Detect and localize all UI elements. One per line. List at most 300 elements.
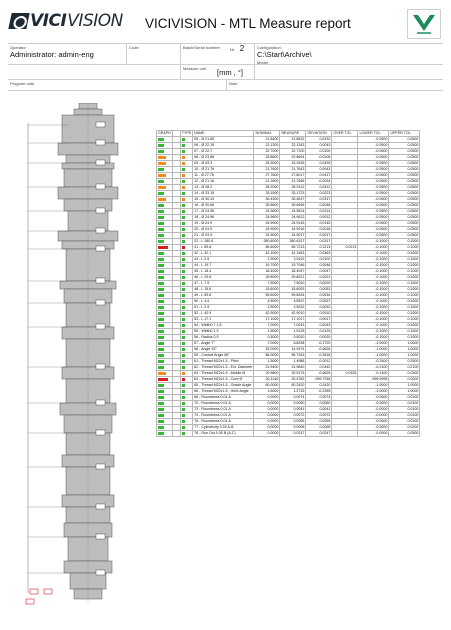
column-header: GRAPH (158, 131, 171, 135)
type-icon (180, 431, 192, 437)
config-label: Configuration (257, 45, 281, 50)
logo-text-vision: VISION (67, 11, 123, 31)
column-header: UPPER TOL. (389, 131, 420, 137)
cell-deviation: 0.0017 (306, 233, 332, 239)
cell-measure: 42.9010 (280, 311, 306, 317)
cell-lower-tol: -0.1000 (358, 293, 389, 299)
deviation-bar (158, 222, 164, 225)
cell-name: 64 - Thread M22x1.5 - Core Ø (193, 377, 254, 383)
cell-measure: 24.9814 (280, 209, 306, 215)
cell-name: 17 - Ø 24.96 (193, 209, 254, 215)
cell-name: 16 - Ø 30.66 (193, 203, 254, 209)
cell-name: 20 - Ø 24.9 (193, 227, 254, 233)
vicivision-logo (10, 11, 123, 31)
cell-nominal: 0.0000 (254, 401, 280, 407)
cell-name: 08 - Ø 23.88 (193, 155, 254, 161)
cell-nr (172, 431, 180, 437)
deviation-bar (158, 390, 164, 393)
cell-upper-tol: 1.0000 (389, 347, 420, 353)
cell-nominal: 21.9400 (254, 365, 280, 371)
column-header: NOMINAL (254, 131, 280, 137)
note-label: Note (229, 81, 238, 86)
cell-deviation: 0.0016 (306, 227, 332, 233)
cell-upper-tol: 0.1000 (389, 317, 420, 323)
logo-mark-icon (8, 13, 29, 29)
cell-lower-tol: -0.2500 (358, 359, 389, 365)
deviation-bar (158, 192, 164, 195)
cell-measure: 0.5020 (280, 335, 306, 341)
cell-name: 46 - L 29.8 (193, 275, 254, 281)
cell-name: 51 - L 2.5 (193, 305, 254, 311)
cell-measure: 29.8021 (280, 275, 306, 281)
deviation-bar (158, 162, 166, 165)
type-marker-icon (182, 414, 185, 417)
cell-name: 12 - Ø 21.16 (193, 179, 254, 185)
deviation-bar (158, 306, 164, 309)
cell-measure: 20.9175 (280, 371, 306, 377)
cell-measure: 27.8017 (280, 173, 306, 179)
cell-deviation: 0.0032 (306, 305, 332, 311)
type-marker-icon (182, 360, 185, 363)
cell-deviation: 0.0232 (306, 137, 332, 143)
cell-nominal: 280.6000 (254, 239, 280, 245)
deviation-bar (158, 360, 164, 363)
cell-name: 76 - Roundness 0.01 A (193, 419, 254, 425)
cell-nominal: 28.2000 (254, 185, 280, 191)
cell-measure: 1.2715 (280, 389, 306, 395)
cell-upper-tol: 0.1000 (389, 287, 420, 293)
cell-upper-tol: 1.0000 (389, 389, 420, 395)
cell-name: 55 - Width0 1.9 (193, 329, 254, 335)
type-marker-icon (182, 288, 185, 291)
cell-lower-tol: -0.0500 (358, 191, 389, 197)
dimension-callout-box (96, 122, 105, 127)
cell-nominal: 2.9000 (254, 257, 280, 263)
deviation-graph (157, 431, 173, 437)
cell-nominal: 0.0000 (254, 413, 280, 419)
type-marker-icon (182, 198, 185, 201)
cell-deviation: 0.0417 (306, 173, 332, 179)
cell-lower-tol: -0.1000 (358, 245, 389, 251)
deviation-bar (158, 168, 164, 171)
cell-upper-tol: 0.0500 (389, 179, 420, 185)
cell-deviation: 0.0537 (306, 299, 332, 305)
cell-measure: 21.8632 (280, 137, 306, 143)
unit-value: [mm , °] (217, 68, 243, 77)
cell-measure: 24.9016 (280, 227, 306, 233)
cell-upper-tol: 0.1000 (389, 245, 420, 251)
cell-lower-tol: -0.0500 (358, 221, 389, 227)
cell-nominal: 23.8800 (254, 155, 280, 161)
cell-upper-tol: 0.0500 (389, 209, 420, 215)
cell-lower-tol: -0.0500 (358, 209, 389, 215)
dimension-callout-box (96, 534, 105, 539)
column-header: DEVIATION (306, 131, 332, 137)
type-marker-icon (182, 222, 185, 225)
cell-lower-tol: -1.0000 (358, 341, 389, 347)
cell-lower-tol: -0.0500 (358, 197, 389, 203)
type-marker-icon (182, 216, 185, 219)
cell-measure: 0.0074 (280, 395, 306, 401)
cell-upper-tol: 0.1000 (389, 239, 420, 245)
cell-name: 57 - Angle 7° (193, 341, 254, 347)
cell-measure: 7.0043 (280, 323, 306, 329)
cell-nominal: 0.0000 (254, 431, 280, 437)
cell-deviation: 0.0412 (306, 185, 332, 191)
cell-deviation: 0.0021 (306, 275, 332, 281)
cell-name: 47 - L 7.5 (193, 281, 254, 287)
cell-over-tol (332, 431, 358, 437)
cell-upper-tol: 0.1000 (389, 293, 420, 299)
cell-nominal: 21.8400 (254, 137, 280, 143)
cell-upper-tol: 0.0100 (389, 407, 420, 413)
deviation-bar (158, 402, 164, 405)
batch-cell (180, 44, 228, 64)
cell-upper-tol: 0.0200 (389, 425, 420, 431)
info-row-unit (8, 64, 443, 79)
cell-measure: 33.3435 (280, 161, 306, 167)
cell-lower-tol: -0.0500 (358, 179, 389, 185)
cell-nominal: 30.4300 (254, 197, 280, 203)
deviation-bar (158, 348, 164, 351)
cell-nominal: 1.5000 (254, 359, 280, 365)
cell-deviation: 0.0317 (306, 239, 332, 245)
deviation-bar (158, 414, 164, 417)
dimension-callout-box (96, 208, 105, 213)
type-marker-icon (182, 306, 185, 309)
cell-name: 49 - L 59.6 (193, 293, 254, 299)
column-header: LOWER TOL. (358, 131, 389, 137)
cell-name: 50 - L 4.5 (193, 299, 254, 305)
cell-upper-tol: 0.0100 (389, 413, 420, 419)
cell-measure: 19.7046 (280, 263, 306, 269)
cell-upper-tol: 0.1000 (389, 323, 420, 329)
cell-name: 11 - Ø 27.76 (193, 173, 254, 179)
deviation-bar (158, 234, 164, 237)
cell-lower-tol: -0.1000 (358, 275, 389, 281)
cell-upper-tol: 0.1000 (389, 257, 420, 263)
cell-lower-tol: -0.1000 (358, 317, 389, 323)
report-page (8, 5, 443, 623)
cell-lower-tol: -0.0500 (358, 185, 389, 191)
cell-name: 13 - Ø 28.2 (193, 185, 254, 191)
cell-nominal: 18.4000 (254, 269, 280, 275)
cell-lower-tol: -1.0000 (358, 383, 389, 389)
cell-measure: 2.9102 (280, 257, 306, 263)
cell-measure: 24.9612 (280, 215, 306, 221)
cell-measure: 21.9840 (280, 365, 306, 371)
type-marker-icon (182, 282, 185, 285)
unit-cell (180, 65, 254, 79)
cell-measure: 18.4047 (280, 269, 306, 275)
type-marker-icon (182, 378, 185, 381)
cell-measure: 0.0247 (280, 431, 306, 437)
cell-nominal: 29.8000 (254, 275, 280, 281)
nr-label: Nr. (230, 47, 236, 52)
cell-deviation: 0.0102 (306, 257, 332, 263)
cell-upper-tol: 0.0500 (389, 167, 420, 173)
cell-deviation: 0.0053 (306, 287, 332, 293)
type-marker-icon (182, 330, 185, 333)
program-note-cell (8, 80, 226, 90)
cell-name: 53 - L 17.1 (193, 317, 254, 323)
deviation-bar (158, 276, 164, 279)
type-marker-icon (182, 156, 185, 159)
dimension-callout-box (96, 300, 105, 305)
cell-lower-tol: -0.0500 (358, 137, 389, 143)
cell-name: 09 - Ø 33.3 (193, 161, 254, 167)
cell-name: 68 - Roundness 0.01 A (193, 395, 254, 401)
cell-deviation: 0.0041 (306, 407, 332, 413)
cell-nominal: 33.1500 (254, 191, 280, 197)
cell-nominal: 33.3000 (254, 161, 280, 167)
cell-deviation: 0.0440 (306, 365, 332, 371)
dimension-callout-box (96, 140, 105, 145)
deviation-bar (158, 198, 166, 201)
cell-upper-tol: 0.1000 (389, 269, 420, 275)
cell-name: 65 - Thread M22x1.5 - Oracle Angle (193, 383, 254, 389)
cell-lower-tol: -1.0000 (358, 353, 389, 359)
cell-name: 72 - Roundness 0.01 A (193, 407, 254, 413)
deviation-bar (158, 432, 164, 435)
cell-deviation: 0.0043 (306, 143, 332, 149)
cell-lower-tol: -0.0500 (358, 155, 389, 161)
cell-lower-tol: -0.0500 (358, 227, 389, 233)
deviation-bar (158, 204, 164, 207)
cell-nominal: 2.5000 (254, 305, 280, 311)
cell-lower-tol: -0.1000 (358, 287, 389, 293)
type-marker-icon (182, 420, 185, 423)
cell-nominal: 22.7000 (254, 149, 280, 155)
type-marker-icon (182, 384, 185, 387)
cell-name: 10 - Ø 21.76 (193, 167, 254, 173)
cell-name: 66 - Thread M22x1.5 - Helix Angle (193, 389, 254, 395)
cell-nominal: 24.9600 (254, 215, 280, 221)
deviation-bar (158, 408, 164, 411)
cell-nominal: 24.9000 (254, 227, 280, 233)
batch-label: Batch/Serial Number (183, 45, 220, 50)
cell-measure: 60.2420 (280, 383, 306, 389)
measure-table (156, 130, 420, 437)
type-marker-icon (182, 192, 185, 195)
cell-nominal: 21.1600 (254, 179, 280, 185)
cell-over-tol: 0.0325 (332, 371, 358, 377)
cell-measure: 21.7643 (280, 167, 306, 173)
cell-deviation: 0.0214 (306, 209, 332, 215)
cell-upper-tol: 0.0100 (389, 401, 420, 407)
cell-lower-tol: -0.1000 (358, 323, 389, 329)
cell-deviation: 0.0010 (306, 311, 332, 317)
cell-upper-tol: 0.0500 (389, 215, 420, 221)
dimension-callout-box (96, 504, 105, 509)
cell-nominal: 24.9000 (254, 233, 280, 239)
cell-name: 52 - L 42.9 (193, 311, 254, 317)
cell-lower-tol: -0.0500 (358, 233, 389, 239)
dimension-callout-box (96, 184, 105, 189)
cell-name: 63 - Thread M22x1.5 - Middle Ø (193, 371, 254, 377)
type-marker-icon (182, 354, 185, 357)
cell-deviation: 0.0046 (306, 263, 332, 269)
cell-measure: 0.0041 (280, 407, 306, 413)
cell-name: 58 - Angle 15° (193, 347, 254, 353)
deviation-bar (158, 216, 164, 219)
cell-deviation: -0.0012 (306, 359, 332, 365)
column-header: TYPE (181, 131, 192, 135)
type-marker-icon (182, 240, 185, 243)
cell-name: 78 - Run Out 0.05 B (A-C) (193, 431, 254, 437)
cell-name: 59 - Conical Angle 86° (193, 353, 254, 359)
cell-lower-tol: -0.1000 (358, 335, 389, 341)
cell-lower-tol: -0.0500 (358, 203, 389, 209)
column-header: OVER TOL. (332, 131, 358, 137)
out-of-tolerance-callout (44, 589, 52, 594)
cell-deviation: 0.0247 (306, 431, 332, 437)
type-marker-icon (182, 270, 185, 273)
cell-measure: 89.7213 (280, 245, 306, 251)
cell-upper-tol: 0.0500 (389, 161, 420, 167)
cell-lower-tol: -0.1000 (358, 239, 389, 245)
type-marker-icon (182, 234, 185, 237)
cell-upper-tol: 0.0500 (389, 185, 420, 191)
type-marker-icon (182, 252, 185, 255)
type-marker-icon (182, 300, 185, 303)
measure-table-header (157, 131, 420, 137)
cell-deviation: 0.0047 (306, 269, 332, 275)
deviation-bar (158, 138, 164, 141)
type-marker-icon (182, 210, 185, 213)
cell-deviation: 0.0145 (306, 221, 332, 227)
cell-upper-tol: 0.1000 (389, 299, 420, 305)
cell-measure: 33.1723 (280, 191, 306, 197)
deviation-bar (158, 270, 164, 273)
cell-name: 41 - L 89.6 (193, 245, 254, 251)
type-marker-icon (182, 336, 185, 339)
type-marker-icon (182, 318, 185, 321)
cell-nominal: 86.0000 (254, 353, 280, 359)
cell-upper-tol: 0.1000 (389, 335, 420, 341)
cell-deviation: 0.0055 (306, 419, 332, 425)
cell-name: 18 - Ø 24.96 (193, 215, 254, 221)
cell-name: 70 - Roundness 0.01 A (193, 401, 254, 407)
cell-deviation: -999.7918 (306, 377, 332, 383)
cell-nominal: 7.0000 (254, 323, 280, 329)
cell-measure: 21.1566 (280, 179, 306, 185)
cell-nominal: 89.6000 (254, 245, 280, 251)
cell-lower-tol: -0.0500 (358, 215, 389, 221)
deviation-bar (158, 156, 166, 159)
cell-measure: 6.8298 (280, 341, 306, 347)
type-marker-icon (182, 144, 185, 147)
type-marker-icon (182, 312, 185, 315)
cell-upper-tol: 0.0500 (389, 227, 420, 233)
type-marker-icon (182, 402, 185, 405)
cell-deviation: 0.0020 (306, 281, 332, 287)
config-value: C:\Start\Archive\ (257, 50, 312, 59)
part-profile (58, 103, 118, 603)
type-marker-icon (182, 372, 185, 375)
cell-lower-tol: -0.0000 (358, 407, 389, 413)
cell-name: 14 - Ø 33.15 (193, 191, 254, 197)
cell-lower-tol: -0.1000 (358, 269, 389, 275)
cell-measure: 28.2412 (280, 185, 306, 191)
deviation-bar (158, 252, 164, 255)
cell-lower-tol: -0.1000 (358, 257, 389, 263)
deviation-bar (158, 318, 164, 321)
report-title: VICIVISION - MTL Measure report (145, 16, 351, 31)
cell-upper-tol: 0.1000 (389, 311, 420, 317)
cell-nominal: 20.3140 (254, 377, 280, 383)
deviation-bar (158, 174, 166, 177)
column-header: MEASURE (280, 131, 306, 137)
cell-upper-tol: 0.0500 (389, 155, 420, 161)
model-value-cell (254, 65, 443, 79)
dimension-callout-box (96, 246, 105, 251)
deviation-bar (158, 246, 168, 249)
operator-value: Administrator: admin-eng (10, 50, 94, 59)
type-marker-icon (182, 276, 185, 279)
cell-lower-tol: -0.1400 (358, 371, 389, 377)
type-marker-icon (182, 150, 185, 153)
type-marker-icon (182, 174, 185, 177)
deviation-bar (158, 180, 164, 183)
cell-measure: 0.0050 (280, 401, 306, 407)
deviation-bar (158, 330, 164, 333)
cell-deviation: -0.0626 (306, 347, 332, 353)
cell-lower-tol: -0.0500 (358, 143, 389, 149)
cell-deviation: 0.0043 (306, 167, 332, 173)
table-row (157, 431, 420, 437)
note-cell (226, 80, 443, 90)
cell-deviation: -0.2285 (306, 389, 332, 395)
dimension-callout-box (96, 464, 105, 469)
cell-measure: 15.6053 (280, 287, 306, 293)
cell-upper-tol: 0.0500 (389, 149, 420, 155)
nr-value: 2 (239, 44, 245, 53)
cell-deviation: 0.0317 (306, 197, 332, 203)
cell-nominal: 24.9000 (254, 221, 280, 227)
cell-measure: 2.5032 (280, 305, 306, 311)
report-info-block (8, 43, 443, 91)
cell-nominal: 42.1000 (254, 251, 280, 257)
cell-nominal: 1.5000 (254, 389, 280, 395)
cell-nominal: 15.6000 (254, 287, 280, 293)
cell-name: 05 - Ø 21.85 (193, 137, 254, 143)
cell-deviation: -0.0106 (306, 155, 332, 161)
cell-deviation: 0.0072 (306, 413, 332, 419)
deviation-bar (158, 144, 164, 147)
cell-lower-tol: -0.1000 (358, 251, 389, 257)
program-note-label: Program note (10, 81, 35, 86)
deviation-bar (158, 186, 166, 189)
cell-lower-tol: -1.0000 (358, 389, 389, 395)
deviation-bar (158, 378, 168, 381)
cell-upper-tol: 0.0100 (389, 419, 420, 425)
deviation-bar (158, 366, 164, 369)
deviation-bar (158, 384, 164, 387)
cell-nominal: 0.0000 (254, 425, 280, 431)
dimension-callout-box (96, 278, 105, 283)
cell-deviation: -0.0034 (306, 179, 332, 185)
dimension-callout-box (96, 570, 105, 575)
type-marker-icon (182, 264, 185, 267)
cell-lower-tol: -0.0000 (358, 419, 389, 425)
cell-deviation: 0.0125 (306, 329, 332, 335)
type-marker-icon (182, 138, 185, 141)
cell-nominal: 24.9600 (254, 209, 280, 215)
deviation-bar (158, 324, 164, 327)
cell-measure: 280.6317 (280, 239, 306, 245)
cell-name: 21 - Ø 24.9 (193, 233, 254, 239)
